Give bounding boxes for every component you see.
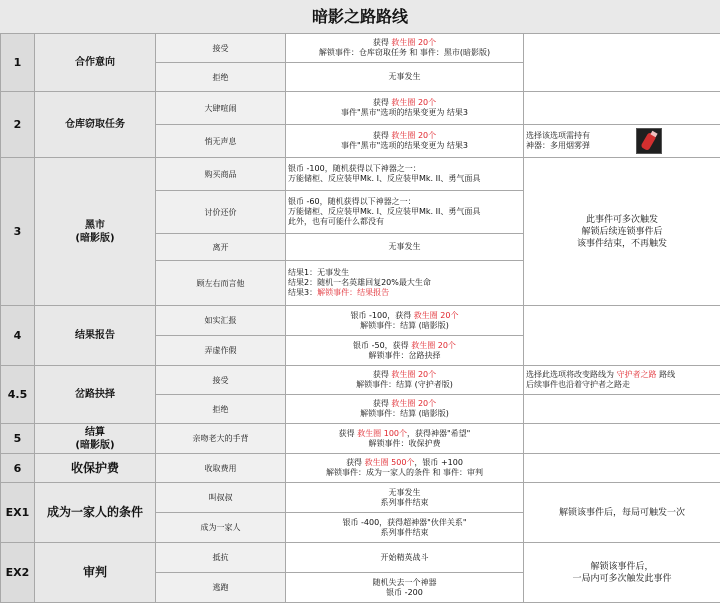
option-result: 银币 -60，随机获得以下神器之一： 万能储柜、反应装甲Mk. I、反应装甲Mk. II、勇气面具 此外，也有可能什么都没有: [286, 191, 524, 234]
note-cell: [524, 34, 720, 92]
option-label: 如实汇报: [156, 306, 286, 336]
option-result: 银币 -100，获得 救生圈 20个 解锁事件：结算 (暗影版): [286, 306, 524, 336]
option-label: 接受: [156, 34, 286, 63]
event-id: 4.5: [1, 366, 35, 424]
event-id: 6: [1, 454, 35, 483]
highlight-text: 救生圈 20个: [411, 341, 456, 350]
option-result: 获得 救生圈 100个，获得神器"希望" 解锁事件：收保护费: [286, 424, 524, 454]
event-id: 5: [1, 424, 35, 454]
event-name: 审判: [35, 543, 156, 603]
option-label: 逃跑: [156, 573, 286, 603]
option-result: 无事发生 系列事件结束: [286, 483, 524, 513]
highlight-text: 救生圈 20个: [414, 311, 459, 320]
highlight-text: 守护者之路: [617, 370, 657, 379]
option-label: 亲吻老大的手背: [156, 424, 286, 454]
table-row: [1, 424, 720, 454]
event-table: [0, 33, 720, 603]
option-result: 无事发生: [286, 63, 524, 92]
event-name: 合作意向: [35, 34, 156, 92]
route-change-note: 选择此选项将改变路线为 守护者之路 路线 后续事件也沿着守护者之路走: [524, 366, 720, 395]
option-result: 随机失去一个神器 银币 -200: [286, 573, 524, 603]
option-result: 获得 救生圈 20个 事件"黑市"选项的结果变更为 结果3: [286, 92, 524, 125]
option-result: 开始精英战斗: [286, 543, 524, 573]
option-label: 大肆喧闹: [156, 92, 286, 125]
option-label: 弄虚作假: [156, 336, 286, 366]
repeat-note: 此事件可多次触发 解锁后续连锁事件后 该事件结束，不再触发: [524, 158, 720, 306]
option-label: 拒绝: [156, 63, 286, 92]
option-label: 抵抗: [156, 543, 286, 573]
option-label: 拒绝: [156, 395, 286, 424]
event-id: 1: [1, 34, 35, 92]
sheet-title: 暗影之路路线: [0, 0, 720, 34]
option-result: 银币 -400，获得超神器"伙伴关系" 系列事件结束: [286, 513, 524, 543]
note-cell: [524, 306, 720, 366]
event-id: EX2: [1, 543, 35, 603]
table-row: [1, 454, 720, 483]
table-row: [1, 483, 720, 513]
trigger-note: 解锁该事件后， 一局内可多次触发此事件: [524, 543, 720, 603]
event-name: 仓库窃取任务: [35, 92, 156, 158]
table-row: [1, 366, 720, 395]
option-label: 顾左右而言他: [156, 261, 286, 306]
option-label: 购买商品: [156, 158, 286, 191]
event-id: 3: [1, 158, 35, 306]
highlight-text: 解锁事件：结果报告: [317, 288, 389, 297]
option-result: 获得 救生圈 20个 解锁事件：结算 (暗影版): [286, 395, 524, 424]
table-row: [1, 543, 720, 573]
option-label: 叫叔叔: [156, 483, 286, 513]
option-result: 获得 救生圈 20个 事件"黑市"选项的结果变更为 结果3: [286, 125, 524, 158]
table-row: [1, 34, 720, 63]
event-name: 黑市 (暗影版): [35, 158, 156, 306]
event-name: 结果报告: [35, 306, 156, 366]
event-name: 岔路抉择: [35, 366, 156, 424]
note-cell: [524, 92, 720, 125]
table-row: [1, 158, 720, 191]
option-label: 接受: [156, 366, 286, 395]
option-result: 获得 救生圈 20个 解锁事件：仓库窃取任务 和 事件：黑市(暗影版): [286, 34, 524, 63]
requirement-note: 选择该选项需持有 神器：多用烟雾弹: [524, 125, 720, 158]
option-result: 获得 救生圈 500个，银币 +100 解锁事件：成为一家人的条件 和 事件：审判: [286, 454, 524, 483]
note-cell: [524, 424, 720, 454]
highlight-text: 救生圈 100个: [357, 429, 407, 438]
highlight-text: 救生圈 20个: [391, 399, 436, 408]
highlight-text: 救生圈 20个: [391, 98, 436, 107]
table-row: [1, 92, 720, 125]
event-id: 2: [1, 92, 35, 158]
note-cell: [524, 395, 720, 424]
option-label: 收取费用: [156, 454, 286, 483]
trigger-note: 解锁该事件后，每局可触发一次: [524, 483, 720, 543]
option-result: 获得 救生圈 20个 解锁事件：结算 (守护者版): [286, 366, 524, 395]
event-id: 4: [1, 306, 35, 366]
option-result: 银币 -50，获得 救生圈 20个 解锁事件：岔路抉择: [286, 336, 524, 366]
highlight-text: 救生圈 500个: [365, 458, 415, 467]
event-name: 成为一家人的条件: [35, 483, 156, 543]
event-name: 收保护费: [35, 454, 156, 483]
option-result: 结果1：无事发生 结果2：随机一名英雄回复20%最大生命 结果3：解锁事件：结果报告: [286, 261, 524, 306]
event-name: 结算 (暗影版): [35, 424, 156, 454]
option-label: 离开: [156, 234, 286, 261]
smoke-grenade-icon: [636, 128, 662, 154]
table-row: [1, 306, 720, 336]
option-result: 无事发生: [286, 234, 524, 261]
highlight-text: 救生圈 20个: [391, 370, 436, 379]
event-id: EX1: [1, 483, 35, 543]
highlight-text: 救生圈 20个: [391, 38, 436, 47]
option-result: 银币 -100，随机获得以下神器之一： 万能储柜、反应装甲Mk. I、反应装甲Mk. II、勇气面具: [286, 158, 524, 191]
highlight-text: 救生圈 20个: [391, 131, 436, 140]
option-label: 讨价还价: [156, 191, 286, 234]
option-label: 悄无声息: [156, 125, 286, 158]
note-cell: [524, 454, 720, 483]
option-label: 成为一家人: [156, 513, 286, 543]
